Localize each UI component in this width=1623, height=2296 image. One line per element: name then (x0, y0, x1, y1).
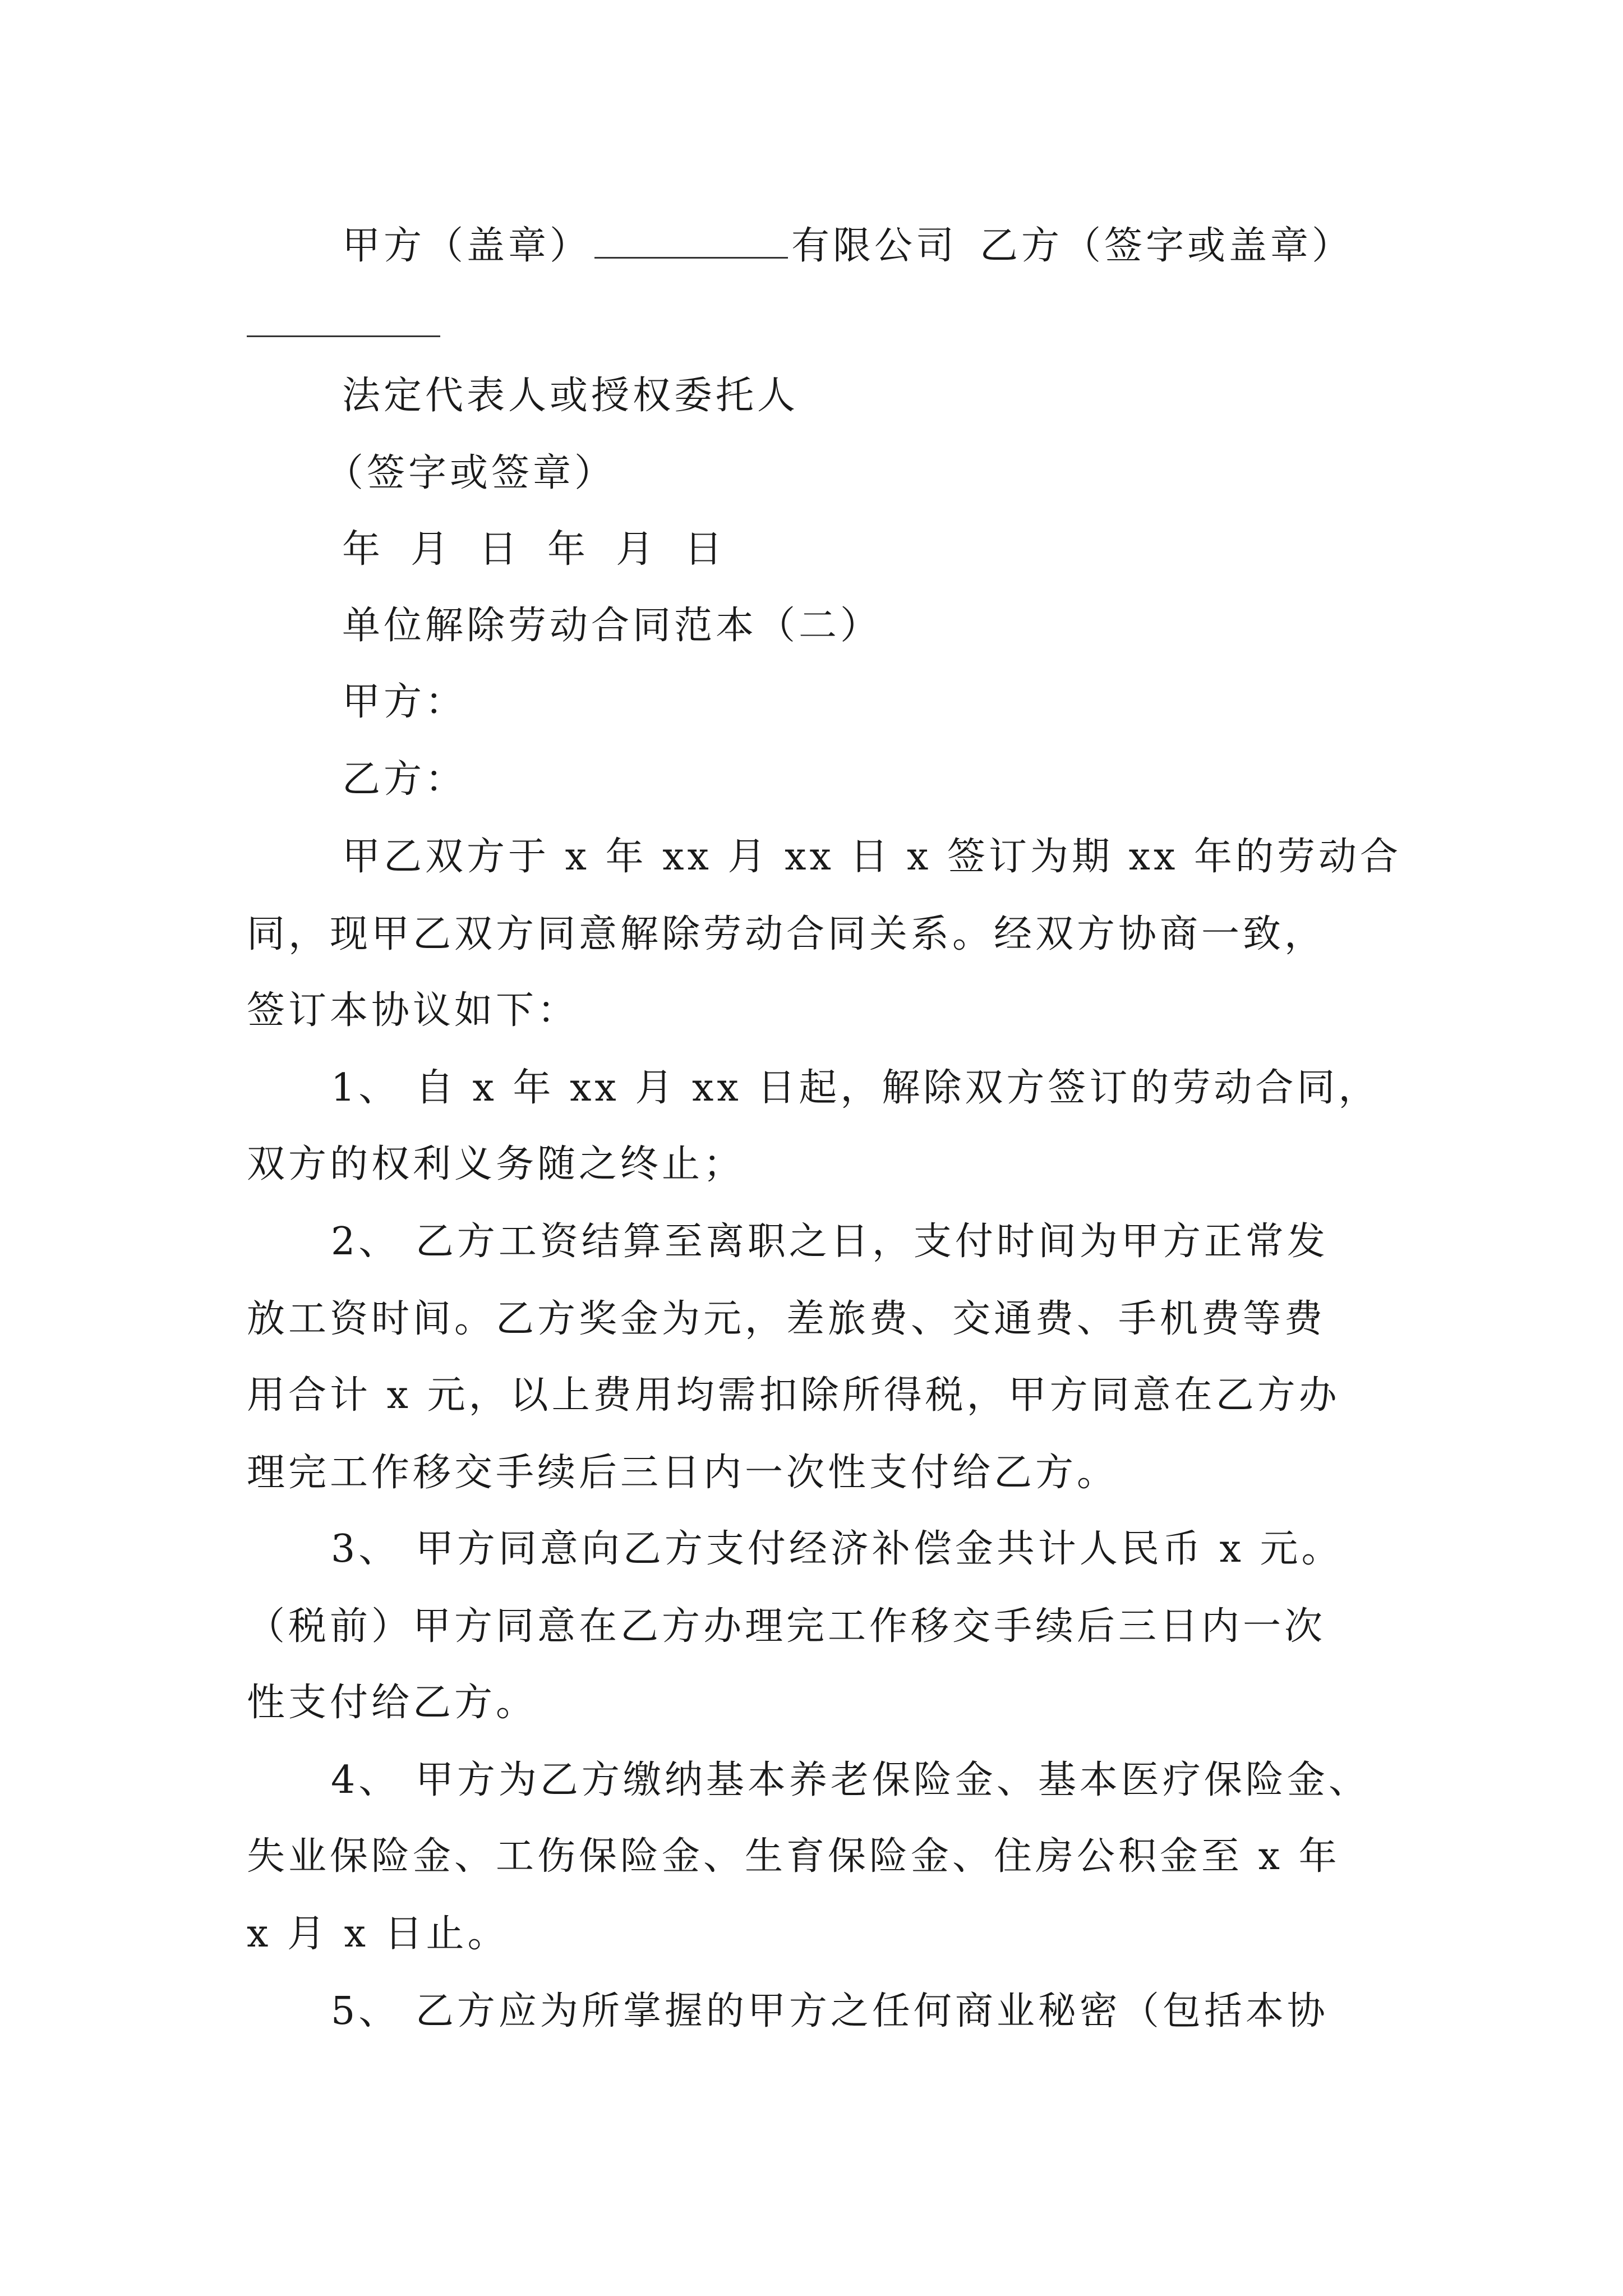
party-a-field: 甲方： (342, 680, 467, 724)
body-line-12: 性支付给乙方。 (247, 1681, 538, 1725)
company-suffix: 有限公司 (791, 224, 958, 268)
body-line-4: 1、 自 x 年 xx 月 xx 日起，解除双方签订的劳动合同， (331, 1066, 1380, 1110)
body-line-8: 用合计 x 元，以上费用均需扣除所得税，甲方同意在乙方办 (247, 1373, 1340, 1418)
body-line-5: 双方的权利义务随之终止； (247, 1142, 745, 1186)
body-line-3: 签订本协议如下： (247, 988, 579, 1033)
sign-note: （签字或签章） (325, 451, 616, 495)
body-line-6: 2、 乙方工资结算至离职之日，支付时间为甲方正常发 (331, 1220, 1329, 1264)
body-line-15: x 月 x 日止。 (247, 1912, 509, 1956)
date-fields (342, 527, 753, 572)
body-line-7: 放工资时间。乙方奖金为元，差旅费、交通费、手机费等费 (247, 1297, 1326, 1341)
body-line-14: 失业保险金、工伤保险金、生育保险金、住房公积金至 x 年 (247, 1834, 1340, 1879)
signature-line-1 (342, 223, 1354, 268)
body-line-1: 甲乙双方于 x 年 xx 月 xx 日 x 签订为期 xx 年的劳动合 (342, 835, 1401, 879)
body-line-2: 同，现甲乙双方同意解除劳动合同关系。经双方协商一致， (247, 912, 1326, 956)
body-line-9: 理完工作移交手续后三日内一次性支付给乙方。 (247, 1451, 1119, 1495)
party-b-sign-label: 乙方（签字或盖章） (980, 224, 1354, 268)
date-day-a: 日 (479, 527, 521, 572)
date-month-b: 月 (616, 527, 658, 572)
date-year-a: 年 (342, 527, 384, 572)
body-line-13: 4、 甲方为乙方缴纳基本养老保险金、基本医疗保险金、 (331, 1758, 1370, 1802)
document-title: 单位解除劳动合同范本（二） (342, 604, 882, 648)
party-a-seal-label: 甲方（盖章） (342, 224, 592, 268)
party-b-field: 乙方： (342, 757, 467, 802)
body-line-10: 3、 甲方同意向乙方支付经济补偿金共计人民币 x 元。 (331, 1527, 1343, 1571)
body-line-16: 5、 乙方应为所掌握的甲方之任何商业秘密（包括本协 (331, 1989, 1329, 2033)
party-b-name-blank (247, 335, 440, 337)
body-line-11: （税前）甲方同意在乙方办理完工作移交手续后三日内一次 (247, 1604, 1326, 1649)
company-name-blank (594, 223, 788, 259)
date-month-a: 月 (411, 527, 453, 572)
legal-representative-label: 法定代表人或授权委托人 (342, 374, 799, 418)
date-year-b: 年 (547, 527, 589, 572)
date-day-b: 日 (684, 527, 726, 572)
